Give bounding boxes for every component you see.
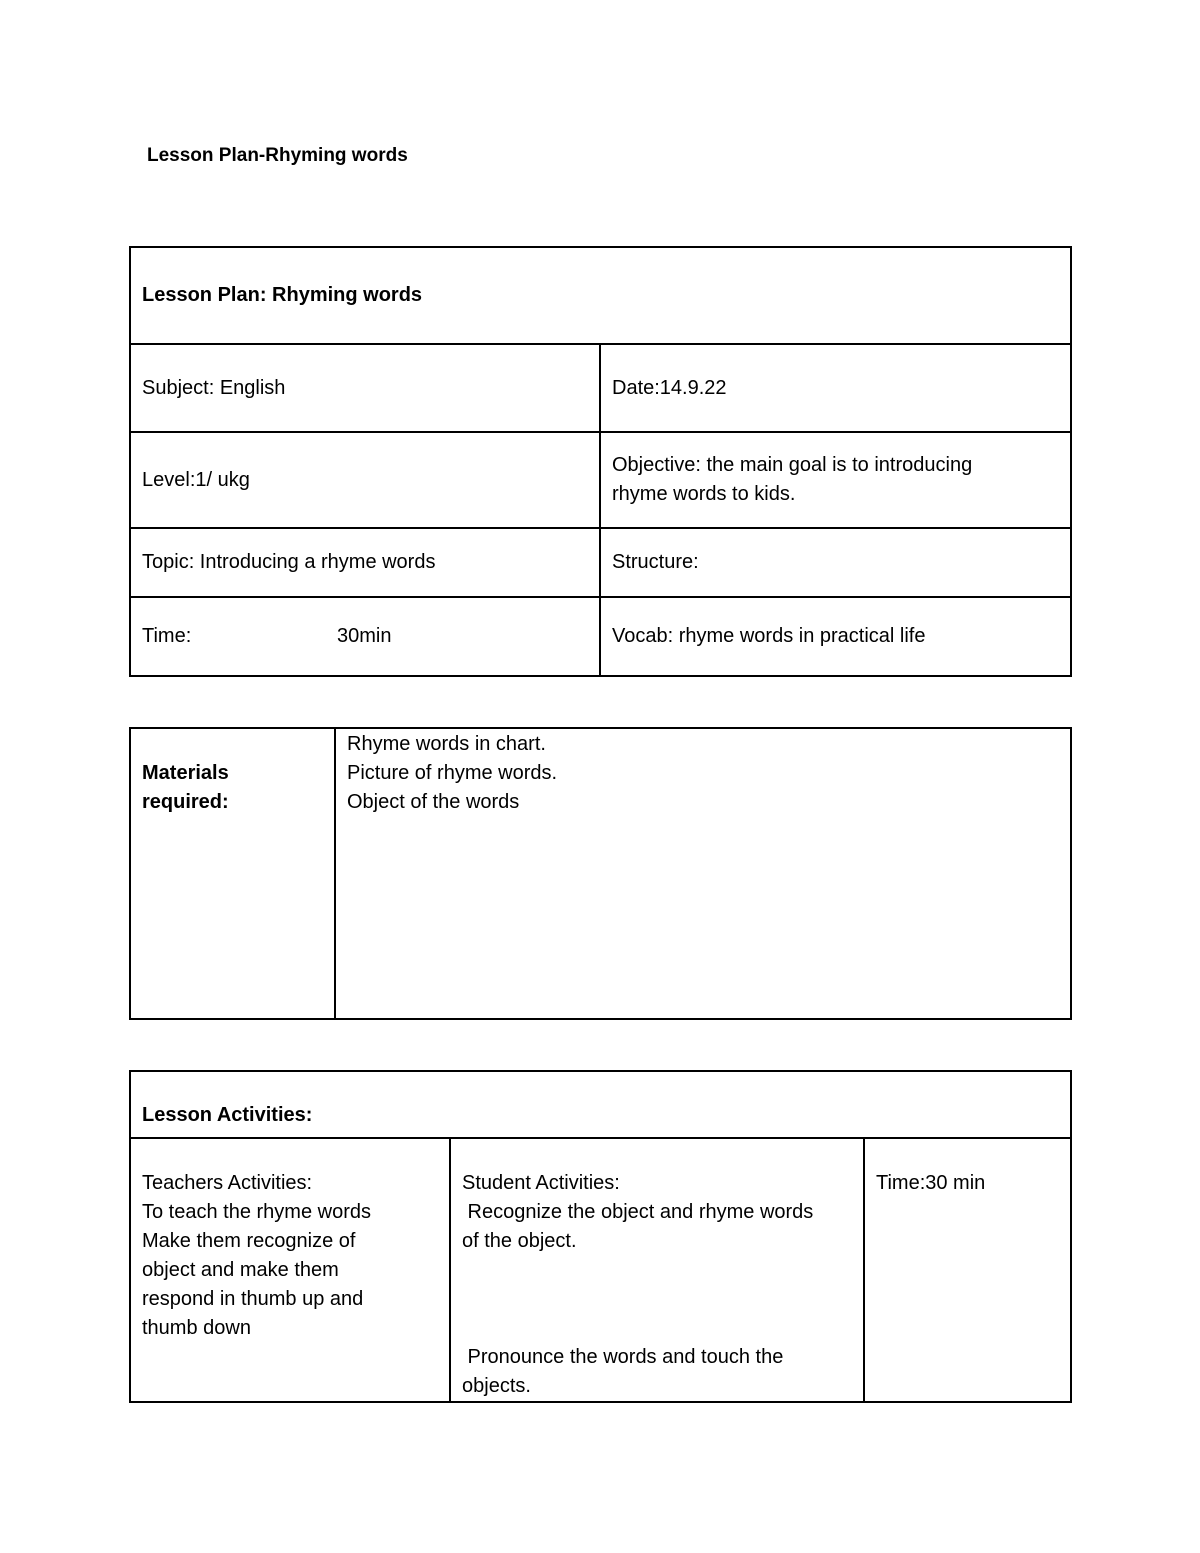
student-activity-line: of the object. xyxy=(462,1230,577,1252)
material-item: Rhyme words in chart. xyxy=(347,733,546,755)
materials-label-cell xyxy=(130,728,335,1019)
vocab-cell: Vocab: rhyme words in practical life xyxy=(600,597,1071,676)
teacher-activity-line: To teach the rhyme words xyxy=(142,1201,371,1223)
teacher-activity-line: thumb down xyxy=(142,1317,251,1339)
materials-label-line: required: xyxy=(142,791,229,813)
teacher-activity-line: Make them recognize of xyxy=(142,1230,356,1252)
student-activity-line: Student Activities: xyxy=(462,1172,620,1194)
time-cell xyxy=(130,597,600,676)
lesson-overview-table xyxy=(129,246,1072,677)
material-item: Object of the words xyxy=(347,791,520,813)
student-activity-line: Pronounce the words and touch the xyxy=(462,1346,784,1368)
time-value: 30min xyxy=(337,625,392,647)
objective-cell xyxy=(600,432,1071,528)
subject-cell: Subject: English xyxy=(130,344,600,432)
level-cell: Level:1/ ukg xyxy=(130,432,600,528)
lesson-activities-table xyxy=(129,1070,1072,1403)
structure-cell: Structure: xyxy=(600,528,1071,597)
materials-label-line: Materials xyxy=(142,762,229,784)
page-title: Lesson Plan-Rhyming words xyxy=(147,145,408,166)
teacher-activity-line: object and make them xyxy=(142,1259,339,1281)
activity-time-cell: Time:30 min xyxy=(864,1138,1071,1402)
objective-line: Objective: the main goal is to introducing xyxy=(612,454,973,476)
objective-line: rhyme words to kids. xyxy=(612,483,796,505)
materials-list-cell xyxy=(335,728,1071,1019)
topic-cell: Topic: Introducing a rhyme words xyxy=(130,528,600,597)
time-label: Time: xyxy=(142,625,192,647)
date-cell: Date:14.9.22 xyxy=(600,344,1071,432)
lesson-activities-heading: Lesson Activities: xyxy=(130,1071,1071,1138)
student-activities-cell xyxy=(450,1138,864,1402)
spacer xyxy=(462,1256,852,1343)
student-activity-line: Recognize the object and rhyme words xyxy=(462,1201,814,1223)
material-item: Picture of rhyme words. xyxy=(347,762,558,784)
teacher-activities-cell xyxy=(130,1138,450,1402)
student-activity-line: objects. xyxy=(462,1375,531,1397)
materials-table xyxy=(129,727,1072,1020)
teacher-activity-line: respond in thumb up and xyxy=(142,1288,364,1310)
lesson-plan-title-cell: Lesson Plan: Rhyming words xyxy=(130,247,1071,344)
teacher-activity-line: Teachers Activities: xyxy=(142,1172,313,1194)
